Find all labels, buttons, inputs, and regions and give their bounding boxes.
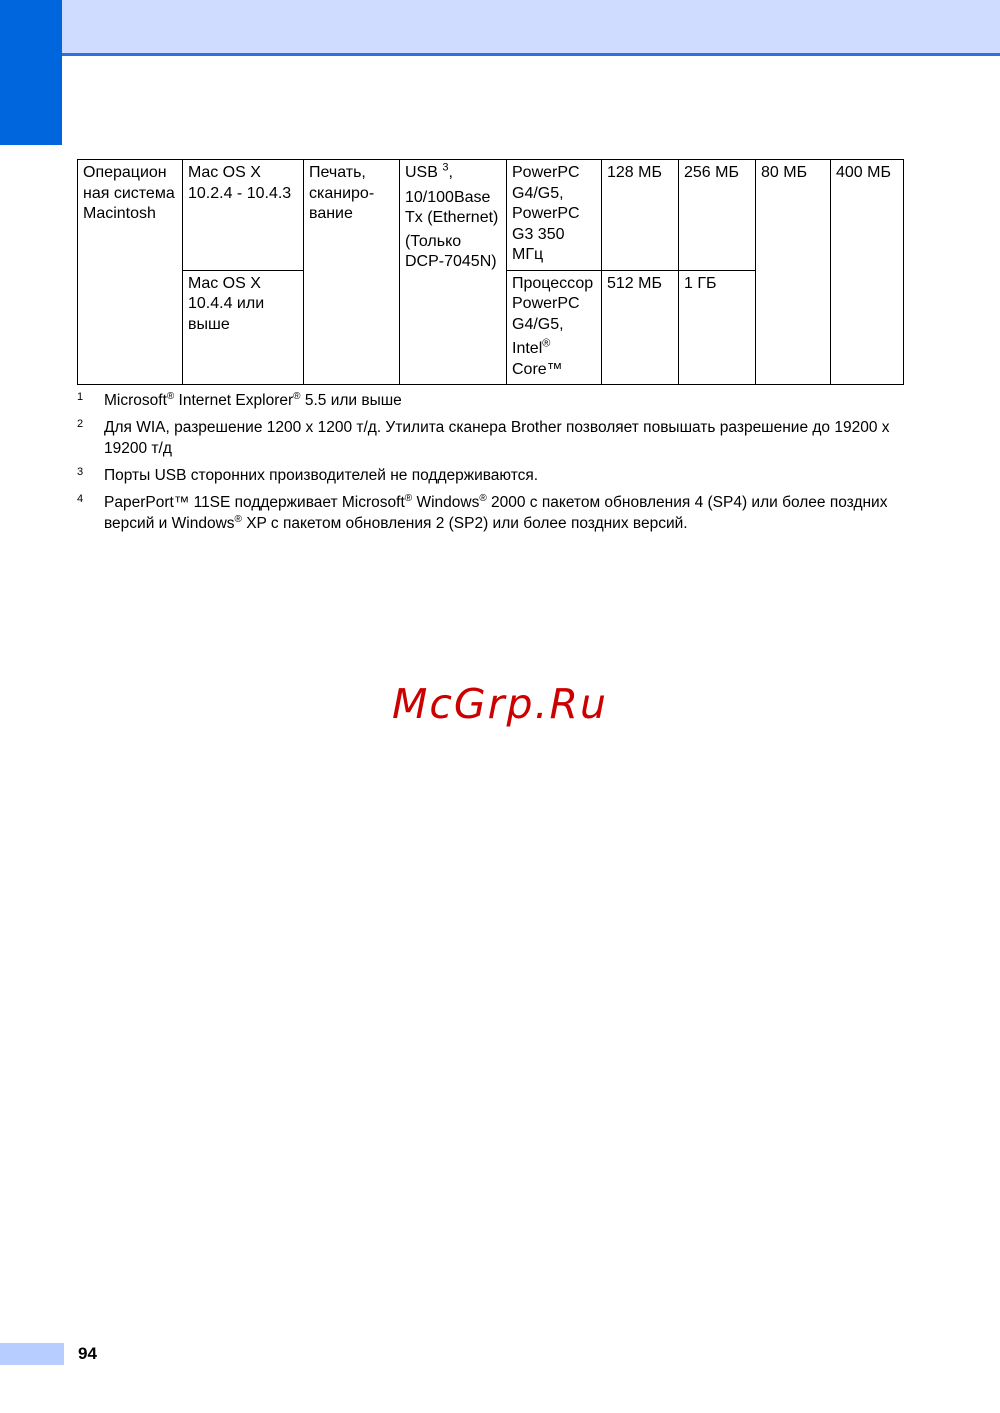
corner-color-block <box>0 0 62 145</box>
registered-mark: ® <box>479 492 487 504</box>
footnote-ref: 3 <box>442 161 449 174</box>
header-band <box>62 0 1000 56</box>
disk-drivers-cell: 80 МБ <box>756 160 831 385</box>
ram-rec-cell: 1 ГБ <box>679 270 756 385</box>
table-row <box>78 160 904 271</box>
footnote-text <box>104 390 907 411</box>
cpu-core: Core™ <box>512 360 563 378</box>
footnote <box>77 465 907 486</box>
cpu-intel <box>512 339 596 360</box>
cpu-text: Процессор PowerPC G4/G5, <box>512 274 594 333</box>
registered-mark: ® <box>293 390 301 402</box>
footnotes <box>77 390 907 540</box>
registered-mark: ® <box>542 337 551 350</box>
footnote-part: Microsoft <box>104 392 167 409</box>
footnote-text: Порты USB сторонних производителей не поддерживаются. <box>104 467 539 484</box>
footer-band <box>0 1343 64 1365</box>
registered-mark: ® <box>166 390 175 402</box>
footnote-part: Windows <box>412 494 480 511</box>
os-version-cell: Mac OS X 10.2.4 - 10.4.3 <box>183 160 304 271</box>
functions-cell: Печать, сканиро-вание <box>304 160 400 385</box>
requirements-table <box>77 159 904 385</box>
page-number: 94 <box>78 1344 97 1363</box>
footnote <box>77 492 907 534</box>
cpu-cell: PowerPC G4/G5, PowerPC G3 350 МГц <box>507 160 602 271</box>
footnote-number: 3 <box>77 466 84 478</box>
footnote-part: Internet Explorer <box>174 392 294 409</box>
ram-rec-cell: 256 МБ <box>679 160 756 271</box>
interface-ethernet: 10/100Base Tx (Ethernet) <box>405 188 499 226</box>
os-cell: Операцион ная система Macintosh <box>78 160 183 385</box>
footnote-text: Для WIA, разрешение 1200 x 1200 т/д. Утилита сканера Brother позволяет повышать разрешение до 19200 x 19200 т/д <box>104 419 890 457</box>
ram-min-cell: 512 МБ <box>602 270 679 385</box>
ram-min-cell: 128 МБ <box>602 160 679 271</box>
interface-cell <box>400 160 507 385</box>
footnote <box>77 390 907 411</box>
footnote-number: 1 <box>77 391 84 403</box>
footnote-part: 5.5 или выше <box>300 392 402 409</box>
registered-mark: ® <box>234 513 242 525</box>
footnote-part: 2000 с пакетом обновления 4 (SP4) или более поздних версий и Windows <box>104 494 888 532</box>
footnote-part: PaperPort™ 11SE поддерживает Microsoft <box>104 494 405 511</box>
footnote-number: 4 <box>77 493 84 505</box>
registered-mark: ® <box>404 492 413 504</box>
watermark: McGrp.Ru <box>391 680 609 728</box>
os-version-cell: Mac OS X 10.4.4 или выше <box>183 270 304 385</box>
interface-note: (Только DCP-7045N) <box>405 232 497 270</box>
footnote-part: XP с пакетом обновления 2 (SP2) или более поздних версий. <box>241 515 688 532</box>
cpu-intel-label: Intel <box>512 340 543 357</box>
interface-usb: USB <box>405 164 438 181</box>
interface-comma: , <box>448 164 453 181</box>
footnote-number: 2 <box>77 418 84 430</box>
disk-apps-cell: 400 МБ <box>831 160 904 385</box>
cpu-cell <box>507 270 602 385</box>
footnote <box>77 417 907 459</box>
footnote-text <box>104 492 907 534</box>
